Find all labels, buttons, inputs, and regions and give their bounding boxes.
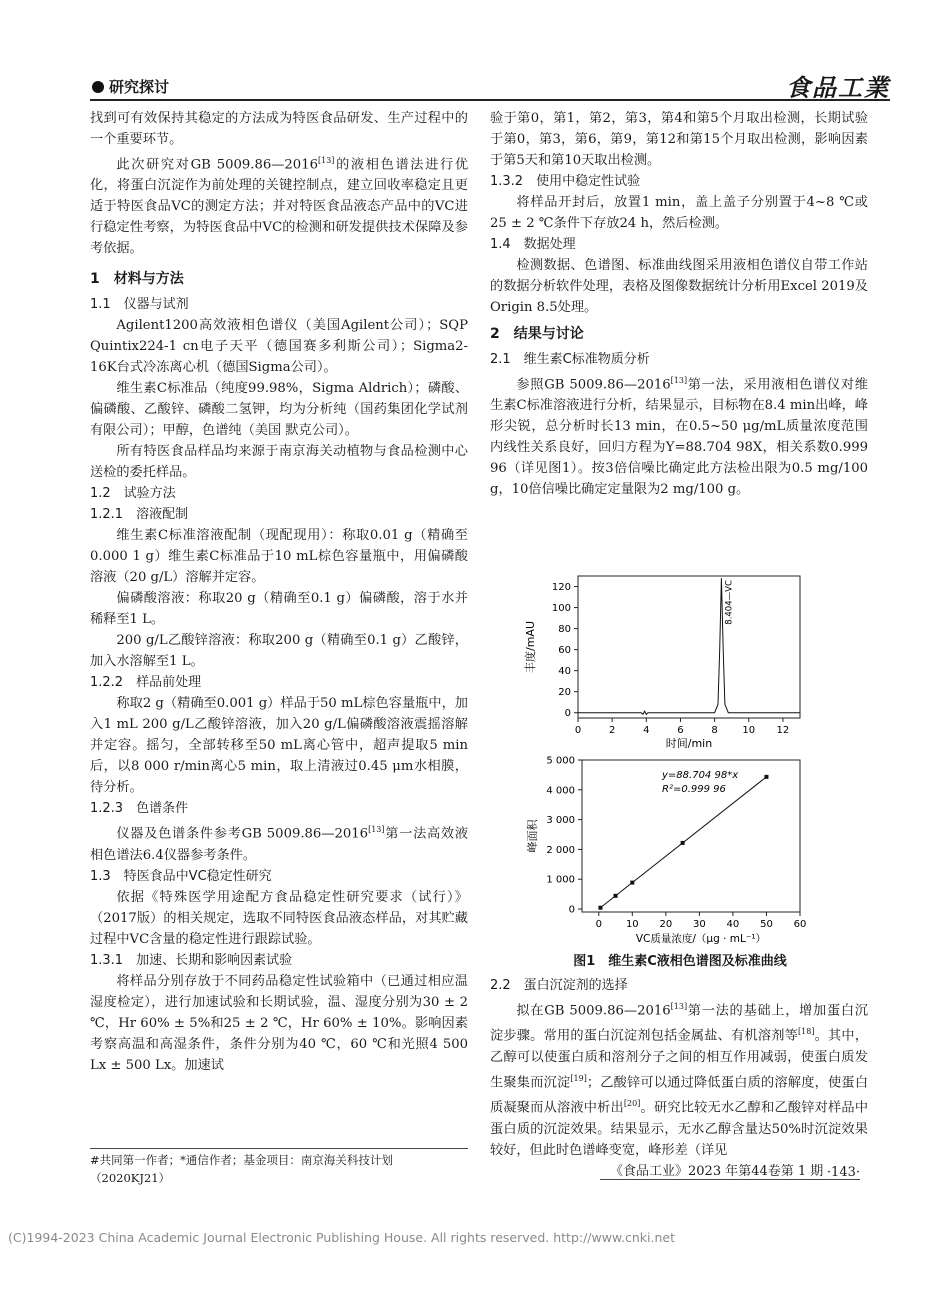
right-column: [490, 108, 868, 500]
paragraph: 将样品开封后，放置1 min，盖上盖子分别置于4~8 ℃或25 ± 2 ℃条件下存放24 h，然后检测。: [490, 195, 868, 231]
paragraph: 验于第0，第1，第2，第3，第4和第5个月取出检测，长期试验于第0，第3，第6，第9，第12和第15个月取出检测，影响因素于第5天和第10天取出检测。: [490, 111, 868, 168]
x-tick-label: 0: [595, 919, 602, 930]
y-tick-label: 0: [568, 904, 575, 916]
paragraph: 检测数据、色谱图、标准曲线图采用液相色谱仪自带工作站的数据分析软件处理，表格及图像数据统计分析用Excel 2019及Origin 8.5处理。: [490, 258, 868, 315]
paragraph: 称取2 g（精确至0.001 g）样品于50 mL棕色容量瓶中，加入1 mL 200 g/L乙酸锌溶液，加入20 g/L偏磷酸溶液震摇溶解并定容。摇匀，全部转移至50 mL离心管中，超声提取5 min后，以8 000 r/min离心5 min，取上清液过0.45 μm水相膜，待分析。: [90, 696, 468, 796]
y-tick-label: 5 000: [546, 755, 575, 767]
data-point: [630, 881, 634, 885]
data-point: [614, 894, 618, 898]
subsubsection-heading: 1.2.1 溶液配制: [90, 507, 189, 523]
data-point: [764, 775, 768, 779]
data-point: [598, 906, 602, 910]
x-tick-label: 50: [760, 919, 773, 930]
y-tick-label: 0: [564, 708, 571, 720]
footnote-line: （2020KJ21）: [90, 1171, 171, 1185]
x-tick-label: 20: [659, 919, 673, 930]
y-axis-label: 峰面积: [526, 819, 539, 853]
section-heading: 1 材料与方法: [90, 271, 184, 288]
subsection-heading: 1.2 试验方法: [90, 486, 176, 502]
copyright-notice: (C)1994-2023 China Academic Journal Electronic Publishing House. All rights reserved. http://www.cnki.net: [8, 1230, 675, 1245]
plot-frame: [578, 576, 800, 718]
y-tick-label: 1 000: [546, 874, 575, 886]
y-axis-label: 丰度/mAU: [524, 621, 537, 673]
paragraph: 拟在GB 5009.86—2016[13]第一法的基础上，增加蛋白沉淀步骤。常用的蛋白沉淀剂包括金属盐、有机溶剂等[18]。其中，乙醇可以使蛋白质和溶剂分子之间的相互作用减弱，使蛋白质发生聚集而沉淀[19]；乙酸锌可以通过降低蛋白质的溶解度，使蛋白质凝聚而从溶液中析出[20]。研究比较无水乙醇和乙酸锌对样品中蛋白质的沉淀效果。结果显示，无水乙醇含量达50%时沉淀效果较好，但此时色谱峰变宽，峰形差（详见: [490, 1002, 869, 1158]
paragraph: Agilent1200高效液相色谱仪（美国Agilent公司）；SQP Quintix224-1 cn电子天平（德国赛多利斯公司）；Sigma2-16K台式冷冻离心机（德国Sigma公司）。: [90, 318, 468, 376]
journal-logo: 食品工業: [786, 73, 890, 102]
paragraph: 参照GB 5009.86—2016[13]第一法，采用液相色谱仪对维生素C标准溶液进行分析，结果显示，目标物在8.4 min出峰，峰形尖锐，总分析时长13 min，在0.5~50 μg/mL质量浓度范围内线性关系良好，回归方程为Y=88.704 98X，相关系数0.999 96（详见图1）。按3倍信噪比确定此方法检出限为0.5 mg/100 g，10倍信噪比确定定量限为2 mg/100 g。: [490, 376, 868, 498]
y-tick-label: 3 000: [546, 815, 575, 827]
subsubsection-heading: 1.2.2 样品前处理: [90, 675, 202, 691]
x-tick-label: 10: [742, 725, 756, 736]
paragraph: 维生素C标准品（纯度99.98%，Sigma Aldrich）；磷酸、偏磷酸、乙酸锌、磷酸二氢钾，均为分析纯（国药集团化学试剂有限公司）；甲醇，色谱纯（美国 默克公司）。: [90, 381, 468, 439]
x-tick-label: 40: [726, 919, 740, 930]
y-tick-label: 60: [558, 645, 571, 657]
footnote-line: #共同第一作者；*通信作者；基金项目：南京海关科技计划: [90, 1153, 393, 1167]
paragraph: 偏磷酸溶液：称取20 g（精确至0.1 g）偏磷酸，溶于水并稀释至1 L。: [90, 591, 468, 628]
subsection-heading: 1.3 特医食品中VC稳定性研究: [90, 868, 272, 884]
x-tick-label: 30: [693, 919, 706, 930]
peak-label: 8.404—VC: [724, 580, 735, 625]
y-tick-label: 100: [551, 603, 571, 615]
left-column: [90, 108, 468, 1076]
x-tick-label: 60: [793, 919, 807, 930]
x-tick-label: 0: [574, 725, 582, 736]
footer-journal-info: 《食品工业》2023 年第44卷第 1 期: [610, 1164, 824, 1179]
r-squared-label: R²=0.999 96: [662, 784, 726, 795]
x-tick-label: 4: [643, 725, 650, 736]
paragraph: 所有特医食品样品均来源于南京海关动植物与食品检测中心送检的委托样品。: [90, 444, 468, 481]
subsection-heading: 1.4 数据处理: [490, 237, 576, 252]
y-tick-label: 4 000: [546, 785, 575, 797]
paragraph: 维生素C标准溶液配制（现配现用）：称取0.01 g（精确至0.000 1 g）维生素C标准品于10 mL棕色容量瓶中，用偏磷酸溶液（20 g/L）溶解并定容。: [90, 528, 468, 586]
x-tick-label: 2: [608, 725, 616, 736]
x-axis-label: 时间/min: [665, 737, 713, 748]
calibration-curve-chart: [520, 752, 820, 947]
page-number: ·143·: [826, 1165, 860, 1180]
chromatogram-trace: [578, 578, 800, 714]
equation-label: y=88.704 98*x: [662, 770, 739, 781]
subsubsection-heading: 1.2.3 色谱条件: [90, 801, 189, 817]
y-tick-label: 2 000: [546, 844, 575, 856]
footnote: [90, 1148, 468, 1187]
paragraph: 将样品分别存放于不同药品稳定性试验箱中（已通过相应温湿度检定），进行加速试验和长期试验，温、湿度分别为30 ± 2 ℃，Hr 60% ± 5%和25 ± 2 ℃，Hr 60% ± 10%。影响因素考察高温和高湿条件，条件分别为40 ℃，60 ℃和光照4 500 Lx ± 500 Lx。加速试: [90, 973, 468, 1073]
x-tick-label: 12: [776, 725, 790, 736]
footer-divider: [600, 1179, 860, 1180]
section-heading: 2 结果与讨论: [490, 326, 584, 342]
page-header: [60, 72, 890, 102]
x-axis-label: VC质量浓度/（μg · mL⁻¹）: [635, 933, 767, 945]
y-tick-label: 20: [558, 687, 571, 699]
header-divider: [90, 99, 890, 101]
figure-caption: 图1 维生素C液相色谱图及标准曲线: [573, 954, 787, 969]
section-title: 研究探讨: [109, 78, 170, 96]
y-tick-label: 40: [558, 666, 571, 678]
section-tag: [92, 76, 169, 97]
paragraph: 找到可有效保持其稳定的方法成为特医食品研发、生产过程中的一个重要环节。: [90, 111, 468, 147]
right-column-section-2-2-body: [490, 975, 868, 1161]
chromatogram-chart: [520, 568, 820, 748]
paragraph: 200 g/L乙酸锌溶液：称取200 g（精确至0.1 g）乙酸锌，加入水溶解至1 L。: [90, 633, 468, 670]
paragraph: 仪器及色谱条件参考GB 5009.86—2016[13]第一法高效液相色谱法6.4仪器参考条件。: [90, 825, 469, 863]
x-tick-label: 8: [711, 725, 718, 736]
bullet-icon: [92, 81, 104, 93]
x-tick-label: 10: [625, 919, 639, 930]
y-tick-label: 120: [551, 582, 571, 594]
subsubsection-heading: 1.3.1 加速、长期和影响因素试验: [90, 952, 293, 968]
x-tick-label: 6: [677, 725, 684, 736]
subsection-heading: 1.1 仪器与试剂: [90, 297, 189, 313]
y-tick-label: 80: [558, 624, 571, 636]
subsection-heading: 2.2 蛋白沉淀剂的选择: [490, 978, 628, 993]
subsection-heading: 2.1 维生素C标准物质分析: [490, 352, 650, 367]
data-point: [681, 841, 685, 845]
paragraph: 此次研究对GB 5009.86—2016[13]的液相色谱法进行优化，将蛋白沉淀作为前处理的关键控制点，建立回收率稳定且更适于特医食品VC的测定方法；并对特医食品液态产品中的VC进行稳定性考察，为特医食品中VC的检测和研发提供技术保障及参考依据。: [90, 156, 469, 257]
subsubsection-heading: 1.3.2 使用中稳定性试验: [490, 174, 641, 189]
paragraph: 依据《特殊医学用途配方食品稳定性研究要求（试行）》（2017版）的相关规定，选取不同特医食品液态样品，对其贮藏过程中VC含量的稳定性进行跟踪试验。: [90, 889, 468, 947]
